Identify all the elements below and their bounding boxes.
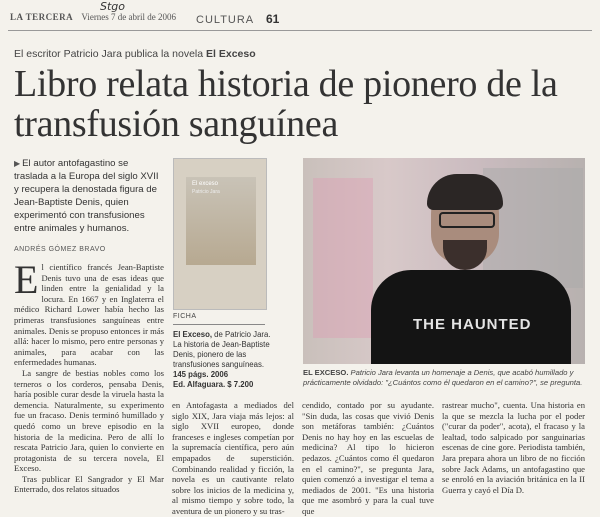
triangle-bullet-icon: ▶ [14,159,21,168]
paragraph: La sangre de bestias nobles como los terneros o los corderos, pensaba Denis, haría posible curar desde la viruela hasta la demencia. Naturalmente, su experimento fue un fracaso. Denis terminó humillado y quedó como un breve episodio en la historia de la medicina. Pero de allí lo rescata Patricio Jara, quien lo convierte en protagonista de su tercera novela, El Exceso. [14,367,164,474]
column-1 [14,262,164,512]
author-photo [303,158,585,364]
paragraph: cendido, contado por su ayudante. "Sin duda, las cosas que vivió Denis son metáforas también: ¿Cuántos Denis no hay hoy en las escuelas de medicina? Al tipo lo hicieron pedazos. ¿Cuántos como él quedaron en el camino?", se pregunta Jara, quien comenzó a investigar el tema a mediados de 2001. "Es una historia que me asombró y para la cual tuve que [302,400,434,516]
drop-cap: E [14,262,39,302]
masthead [10,12,176,22]
ficha-pages: 145 págs. 2006 [173,370,229,379]
book-cover-title: El exceso [192,181,219,187]
ficha-details [173,330,273,390]
ficha-divider [173,324,265,325]
page-number: 61 [266,12,280,26]
book-cover-author: Patricio Jara [192,189,220,195]
book-cover-image [173,158,267,310]
photo-background [313,178,373,338]
ficha-label: FICHA [173,313,197,320]
headline: Libro relata historia de pionero de la transfusión sanguínea [14,63,558,145]
header-rule [8,30,592,31]
photo-hair [427,174,503,210]
photo-beard [443,240,487,270]
ficha-book-title: El Exceso, [173,330,213,339]
deck-text: El autor antofagastino se traslada a la Europa del siglo XVII y recupera la denostada figura de Jean-Baptiste Denis, quien experimentó con transfusiones entre animales y humanos. [14,158,159,234]
ficha-description: La historia de Jean-Baptiste Denis, pionero de las transfusiones sanguíneas. [173,340,270,369]
caption-label: EL EXCESO. [303,368,349,377]
byline: ANDRÉS GÓMEZ BRAVO [14,246,106,253]
caption-text: Patricio Jara levanta un homenaje a Denis, que acabó humillado y prácticamente olvidado: "¿Cuántos como él quedaron en el camino?", se pregunta. [303,368,583,387]
kicker [14,48,256,60]
deck [14,157,164,235]
newspaper-name: LA TERCERA [10,12,74,22]
paragraph: en Antofagasta a mediados del siglo XIX, Jara viaja más lejos: al siglo XVII europeo, donde franceses e ingleses competían por la supremacía científica, pero aún empapados de superstición. Combinando realidad y ficción, la novela es un cautivante relato sobre los inicios de la medicina y, al mismo tiempo y sobre todo, la aventura de un pionero y su tras- [172,400,294,516]
ficha-author: de Patricio Jara. [212,330,271,339]
column-2 [172,400,294,517]
paragraph: l científico francés Jean-Baptiste Denis tuvo una de esas ideas que linden entre la genialidad y la locura. En 1667 y en Inglaterra el médico Richard Lower había hecho las primeras transfusiones sanguíneas entre animales. Denis se propuso entonces ir más allá: hacer lo mismo, pero entre personas y animales, para acabar con las enfermedades humanas. [14,262,164,368]
ficha-publisher: Ed. Alfaguara. $ 7.200 [173,380,254,389]
column-4 [442,400,585,495]
column-3 [302,400,434,517]
paragraph: rastrear mucho", cuenta. Una historia en la que se mezcla la lucha por el poder ("curar da poder", acota), el fracaso y la lealtad, todo salpicado por sanguinarias escenas de cine gore. Periodista también, Jara prepara ahora un libro de no ficción sobre Jack Adams, un antofagastino que se enroló en la aviación británica en la II Guerra y cayó el Día D. [442,400,585,495]
kicker-lead: El escritor Patricio Jara publica la novela [14,48,207,60]
kicker-book: El Exceso [206,48,256,60]
handwritten-note: Stgo [100,0,126,13]
paragraph: Tras publicar El Sangrador y El Mar Enterrado, dos relatos situados [14,473,164,495]
photo-glasses [439,212,495,228]
section-name: CULTURA [196,14,255,26]
issue-date: Viernes 7 de abril de 2006 [81,12,177,22]
photo-caption [303,368,585,387]
shirt-print: THE HAUNTED [413,316,532,333]
